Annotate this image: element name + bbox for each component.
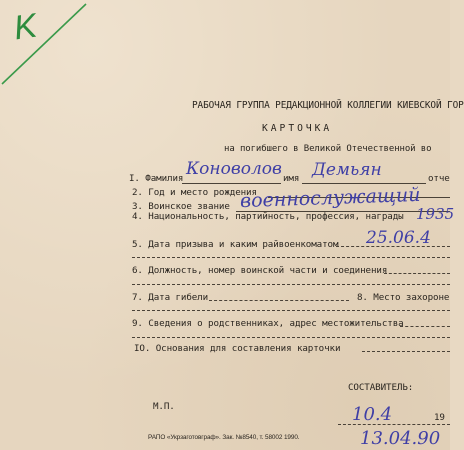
field-5-date: 25.06.4 [366, 228, 431, 248]
field-8-label: 8. Место захороне [357, 292, 450, 303]
field-10-label: IO. Основания для составления карточки [134, 343, 341, 354]
field-10-line [362, 351, 450, 352]
second-date: 13.04.90 [360, 428, 441, 449]
card-title: КАРТОЧКА [262, 123, 333, 134]
field-1-patronymic-label: отче [428, 173, 450, 184]
field-4-label: 4. Национальность, партийность, профессия, награды [132, 211, 404, 222]
field-1-name-label: имя [283, 173, 300, 184]
field-1-label: I. Фамилия [129, 173, 184, 184]
field-1-name: Демьян [312, 160, 382, 180]
field-3-label: 3. Воинское звание [132, 201, 230, 212]
corner-mark: K [11, 6, 40, 48]
field-8-line [132, 310, 450, 311]
field-9-line [400, 326, 450, 327]
stamp-label: М.П. [153, 401, 175, 412]
field-1-line [182, 183, 281, 184]
field-4-value: 1935 [416, 205, 455, 223]
field-1-surname: Коноволов [186, 159, 282, 179]
field-9-label: 9. Сведения о родственниках, адрес местожительства [132, 318, 404, 329]
field-5-line-2 [132, 257, 450, 258]
field-6-label: 6. Должность, номер воинской части и соединения [132, 265, 388, 276]
field-7-label: 7. Дата гибели [132, 292, 209, 303]
field-3-rank: военнослужащий [239, 183, 421, 213]
compiler-label: СОСТАВИТЕЛЬ: [348, 382, 414, 393]
printer-line: РАПО «Укрзаготовграф». Зак. №8540, т. 58002 1990. [148, 434, 300, 441]
field-9-line-2 [132, 337, 450, 338]
signature-line [338, 424, 450, 425]
year-fragment: 19 [434, 412, 445, 423]
org-line: РАБОЧАЯ ГРУППА РЕДАКЦИОННОЙ КОЛЛЕГИИ КИЕВСКОЙ ГОР [192, 100, 464, 111]
field-7-line [209, 300, 349, 301]
field-5-line [336, 246, 450, 247]
field-2-label: 2. Год и место рождения [132, 187, 257, 198]
field-6-line [384, 273, 450, 274]
field-5-label: 5. Дата призыва и каким райвоенкоматом [132, 239, 339, 250]
field-6-line-2 [132, 284, 450, 285]
card-subtitle: на погибшего в Великой Отечественной во [224, 144, 432, 154]
signature-date: 10.4 [352, 404, 393, 425]
